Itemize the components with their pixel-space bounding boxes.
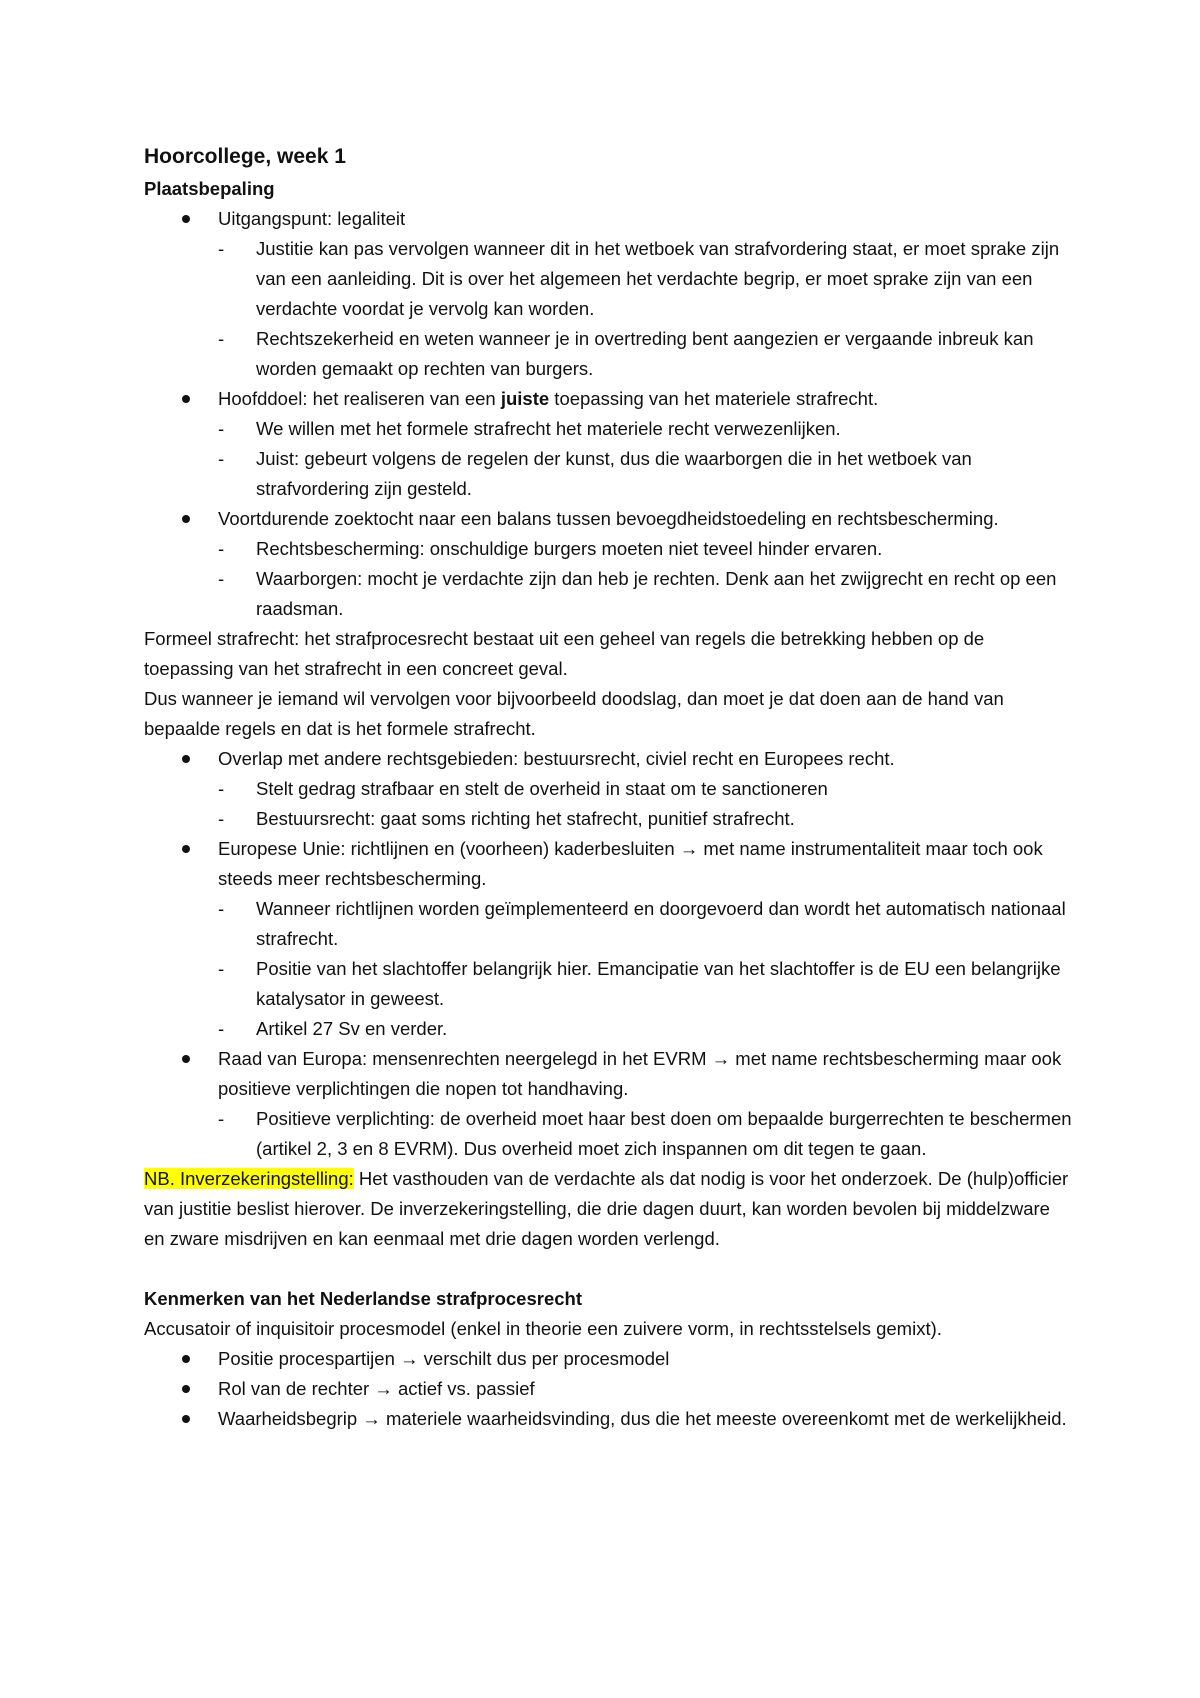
bullet-list-2: [144, 744, 1074, 1164]
bullet-text: Positie procespartijen → verschilt dus per procesmodel: [218, 1348, 670, 1369]
bullet-item-waarheidsbegrip: [144, 1404, 1074, 1434]
dash-item: [218, 414, 1074, 444]
bullet-list-1: [144, 204, 1074, 624]
bullet-text: Rol van de rechter → actief vs. passief: [218, 1378, 535, 1399]
dash-text: Juist: gebeurt volgens de regelen der kunst, dus die waarborgen die in het wetboek van strafvordering zijn gesteld.: [256, 448, 972, 499]
bullet-icon: [182, 395, 190, 403]
bullet-item-europese-unie: [144, 834, 1074, 1044]
dash-icon: -: [218, 1108, 225, 1129]
bullet-text: Europese Unie: richtlijnen en (voorheen) kaderbesluiten → met name instrumentaliteit maar toch ook steeds meer rechtsbescherming.: [218, 838, 1043, 889]
bullet-item-rechter: [144, 1374, 1074, 1404]
dash-text: Positie van het slachtoffer belangrijk hier. Emancipatie van het slachtoffer is de EU een belangrijke katalysator in geweest.: [256, 958, 1061, 1009]
dash-item: [218, 564, 1074, 624]
paragraph-nb-inverzekeringstelling: [144, 1164, 1074, 1254]
dash-text: Wanneer richtlijnen worden geïmplementeerd en doorgevoerd dan wordt het automatisch nationaal strafrecht.: [256, 898, 1066, 949]
dash-text: Artikel 27 Sv en verder.: [256, 1018, 448, 1039]
nb-text: Het vasthouden van de verdachte als dat nodig is voor het onderzoek. De (hulp)officier van justitie beslist hierover. De inverzekeringstelling, die drie dagen duurt, kan worden bevolen bij middelzware en zware misdrijven en kan eenmaal met drie dagen worden verlengd.: [144, 1168, 1069, 1249]
dash-item: [218, 1014, 1074, 1044]
bullet-text: [218, 388, 878, 409]
paragraph-formeel-strafrecht: Formeel strafrecht: het strafprocesrecht bestaat uit een geheel van regels die betrekking hebben op de toepassing van het strafrecht in een concreet geval.: [144, 628, 985, 679]
dash-text: Bestuursrecht: gaat soms richting het stafrecht, punitief strafrecht.: [256, 808, 795, 829]
bullet-text: Overlap met andere rechtsgebieden: bestuursrecht, civiel recht en Europees recht.: [218, 748, 895, 769]
dash-list: [218, 894, 1074, 1044]
document-title: Hoorcollege, week 1: [144, 145, 346, 168]
spacer: [144, 1254, 1074, 1284]
bullet-item-uitgangspunt: [144, 204, 1074, 384]
dash-icon: -: [218, 448, 225, 469]
dash-item: [218, 534, 1074, 564]
bullet-item-raad-van-europa: [144, 1044, 1074, 1164]
bullet-item-procespartijen: [144, 1344, 1074, 1374]
dash-text: Rechtszekerheid en weten wanneer je in overtreding bent aangezien er vergaande inbreuk kan worden gemaakt op rechten van burgers.: [256, 328, 1034, 379]
dash-icon: -: [218, 958, 225, 979]
bullet-text-pre: Hoofddoel: het realiseren van een: [218, 388, 501, 409]
bullet-icon: [182, 755, 190, 763]
dash-item: [218, 1104, 1074, 1164]
dash-item: [218, 774, 1074, 804]
dash-item: [218, 894, 1074, 954]
section-heading-plaatsbepaling: Plaatsbepaling: [144, 178, 275, 199]
dash-icon: -: [218, 1018, 225, 1039]
bullet-list-3: [144, 1344, 1074, 1434]
highlighted-label: NB. Inverzekeringstelling:: [144, 1168, 354, 1189]
dash-list: [218, 234, 1074, 384]
bullet-text-post: toepassing van het materiele strafrecht.: [549, 388, 879, 409]
bullet-icon: [182, 1355, 190, 1363]
dash-icon: -: [218, 568, 225, 589]
dash-item: [218, 954, 1074, 1014]
bullet-text: Waarheidsbegrip → materiele waarheidsvinding, dus die het meeste overeenkomt met de werkelijkheid.: [218, 1408, 1067, 1429]
paragraph-vervolgen: Dus wanneer je iemand wil vervolgen voor bijvoorbeeld doodslag, dan moet je dat doen aan de hand van bepaalde regels en dat is het formele strafrecht.: [144, 688, 1004, 739]
dash-icon: -: [218, 328, 225, 349]
dash-text: We willen met het formele strafrecht het materiele recht verwezenlijken.: [256, 418, 841, 439]
bullet-item-hoofddoel: [144, 384, 1074, 504]
dash-icon: -: [218, 538, 225, 559]
dash-text: Justitie kan pas vervolgen wanneer dit in het wetboek van strafvordering staat, er moet sprake zijn van een aanleiding. Dit is over het algemeen het verdachte begrip, er moet sprake zijn van een verdachte voordat je vervolg kan worden.: [256, 238, 1060, 319]
dash-text: Rechtsbescherming: onschuldige burgers moeten niet teveel hinder ervaren.: [256, 538, 883, 559]
dash-icon: -: [218, 808, 225, 829]
dash-icon: -: [218, 898, 225, 919]
bullet-icon: [182, 1415, 190, 1423]
paragraph-procesmodel: Accusatoir of inquisitoir procesmodel (enkel in theorie een zuivere vorm, in rechtsstelsels gemixt).: [144, 1318, 942, 1339]
dash-list: [218, 414, 1074, 504]
bullet-icon: [182, 845, 190, 853]
bullet-item-zoektocht: [144, 504, 1074, 624]
bullet-icon: [182, 515, 190, 523]
bullet-text: Uitgangspunt: legaliteit: [218, 208, 406, 229]
bullet-icon: [182, 1055, 190, 1063]
dash-item: [218, 444, 1074, 504]
dash-list: [218, 1104, 1074, 1164]
bullet-text: Raad van Europa: mensenrechten neergelegd in het EVRM → met name rechtsbescherming maar ook positieve verplichtingen die nopen tot handhaving.: [218, 1048, 1062, 1099]
dash-icon: -: [218, 418, 225, 439]
bullet-icon: [182, 1385, 190, 1393]
dash-text: Positieve verplichting: de overheid moet haar best doen om bepaalde burgerrechten te beschermen (artikel 2, 3 en 8 EVRM). Dus overheid moet zich inspannen om dit tegen te gaan.: [256, 1108, 1072, 1159]
dash-text: Waarborgen: mocht je verdachte zijn dan heb je rechten. Denk aan het zwijgrecht en recht op een raadsman.: [256, 568, 1057, 619]
dash-item: [218, 804, 1074, 834]
dash-icon: -: [218, 238, 225, 259]
bullet-text-bold: juiste: [500, 388, 550, 409]
bullet-icon: [182, 215, 190, 223]
dash-item: [218, 234, 1074, 324]
dash-icon: -: [218, 778, 225, 799]
dash-list: [218, 774, 1074, 834]
section-heading-kenmerken: Kenmerken van het Nederlandse strafprocesrecht: [144, 1288, 583, 1309]
dash-text: Stelt gedrag strafbaar en stelt de overheid in staat om te sanctioneren: [256, 778, 828, 799]
bullet-item-overlap: [144, 744, 1074, 834]
document-page: [144, 140, 1074, 1434]
dash-list: [218, 534, 1074, 624]
dash-item: [218, 324, 1074, 384]
bullet-text: Voortdurende zoektocht naar een balans tussen bevoegdheidstoedeling en rechtsbescherming.: [218, 508, 999, 529]
